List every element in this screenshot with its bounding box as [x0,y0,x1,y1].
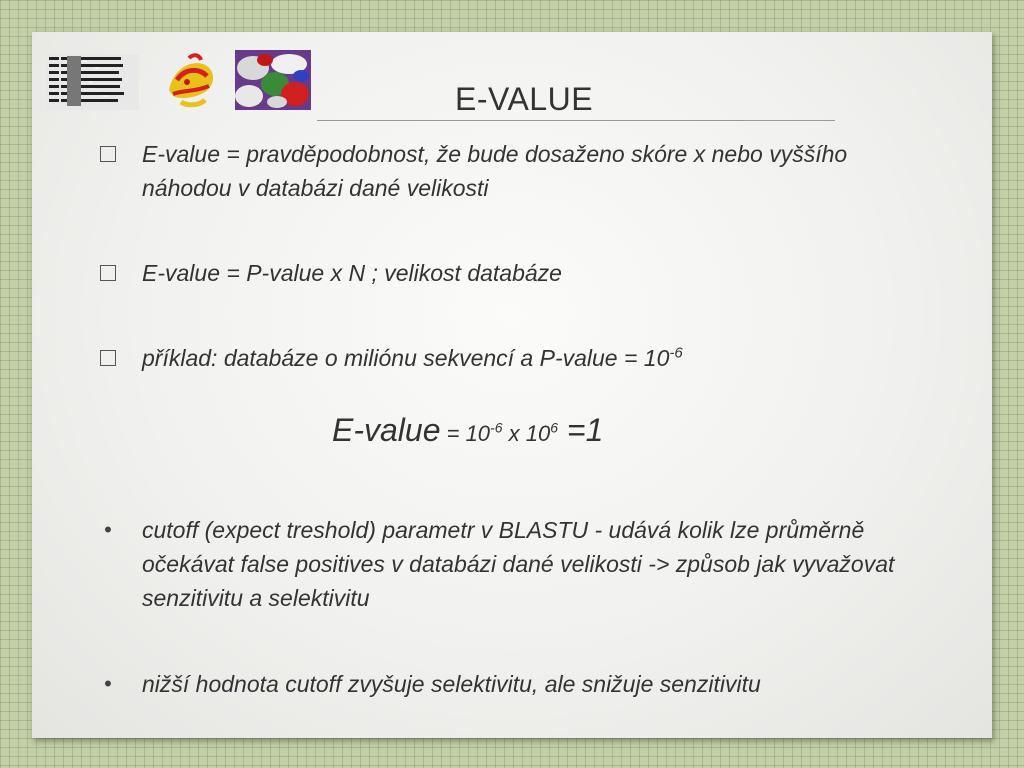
slide [32,32,992,738]
formula-exp2: 6 [550,419,558,436]
bullet-item-4 [104,513,942,615]
formula-lhs: E-value [332,412,441,448]
checkbox-bullet-icon [96,256,120,291]
formula-times: x 10 [502,421,551,446]
bullet-item-3 [142,341,942,375]
dot-bullet-icon: • [104,671,112,696]
bullet-text: příklad: databáze o miliónu sekvencí a P-value = 10 [142,345,670,371]
bullet-item-2 [142,256,942,290]
slide-title: E-VALUE [454,81,594,117]
bullet-text: E-value = P-value x N ; velikost databáze [142,260,562,286]
dot-bullet-icon: • [104,517,112,542]
bullet-text: nižší hodnota cutoff zvyšuje selektivitu, ale snižuje senzitivitu [142,671,761,697]
bullet-text: cutoff (expect treshold) parametr v BLASTU - udává kolik lze průměrně očekávat false positives v databázi dané velikosti -> způsob jak vyvažovat senzitivitu a selektivitu [142,517,895,611]
formula-eq: = 10 [440,421,491,446]
checkbox-bullet-icon [96,137,120,172]
formula-exp1: -6 [490,419,503,436]
bullet-item-1 [142,137,942,205]
bullet-text: E-value = pravděpodobnost, že bude dosaženo skóre x nebo vyššího náhodou v databázi dané velikosti [142,141,848,201]
exponent: -6 [669,344,683,362]
formula [332,412,603,449]
title-divider [317,120,835,121]
checkbox-bullet-icon [96,341,120,376]
bullet-item-5 [104,667,942,701]
formula-result: =1 [558,412,604,448]
